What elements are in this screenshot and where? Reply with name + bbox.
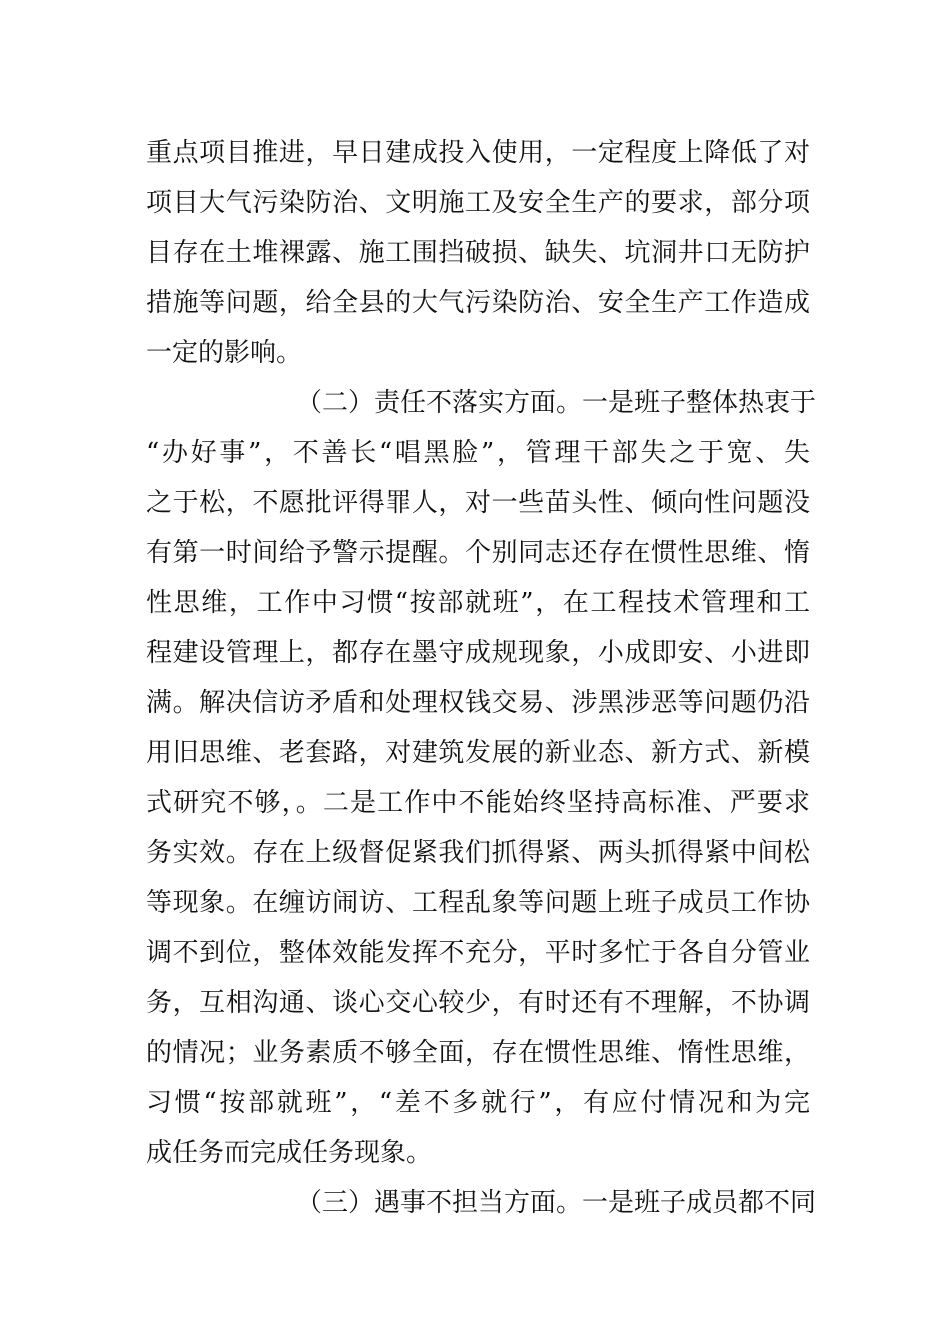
text-line: 程建设管理上，都存在墨守成规现象，小成即安、小进即	[146, 638, 810, 668]
text-line: 之于松，不愿批评得罪人，对一些苗头性、倾向性问题没	[146, 488, 810, 518]
text-line: 式研究不够，。二是工作中不能始终坚持高标准、严要求	[146, 788, 810, 818]
text-line: 用旧思维、老套路，对建筑发展的新业态、新方式、新模	[146, 738, 810, 768]
text-line: 有第一时间给予警示提醒。个别同志还存在惯性思维、惰	[146, 538, 810, 568]
section-heading-line: （二）责任不落实方面。一是班子整体热衷于	[296, 388, 817, 418]
text-line: 一定的影响。	[146, 338, 303, 368]
body-text	[146, 128, 817, 1228]
text-line: 务实效。存在上级督促紧我们抓得紧、两头抓得紧中间松	[146, 838, 810, 868]
text-line: 习惯“按部就班”，“差不多就行”，有应付情况和为完	[146, 1088, 810, 1118]
text-line: 务，互相沟通、谈心交心较少，有时还有不理解，不协调	[146, 988, 810, 1018]
text-line: 项目大气污染防治、文明施工及安全生产的要求，部分项	[146, 188, 810, 218]
text-line: 成任务而完成任务现象。	[146, 1138, 433, 1168]
text-line: 满。解决信访矛盾和处理权钱交易、涉黑涉恶等问题仍沿	[146, 688, 810, 718]
text-line: 重点项目推进，早日建成投入使用，一定程度上降低了对	[146, 138, 810, 168]
text-line: “办好事”，不善长“唱黑脸”，管理干部失之于宽、失	[146, 438, 810, 468]
text-line: 措施等问题，给全县的大气污染防治、安全生产工作造成	[146, 288, 810, 318]
text-line: 性思维，工作中习惯“按部就班”，在工程技术管理和工	[146, 588, 810, 618]
section-heading-line: （三）遇事不担当方面。一是班子成员都不同	[296, 1188, 817, 1218]
text-line: 调不到位，整体效能发挥不充分，平时多忙于各自分管业	[146, 938, 810, 968]
text-line: 目存在土堆裸露、施工围挡破损、缺失、坑洞井口无防护	[146, 238, 810, 268]
text-line: 的情况；业务素质不够全面，存在惯性思维、惰性思维，	[146, 1038, 810, 1068]
text-line: 等现象。在缠访闹访、工程乱象等问题上班子成员工作协	[146, 888, 810, 918]
